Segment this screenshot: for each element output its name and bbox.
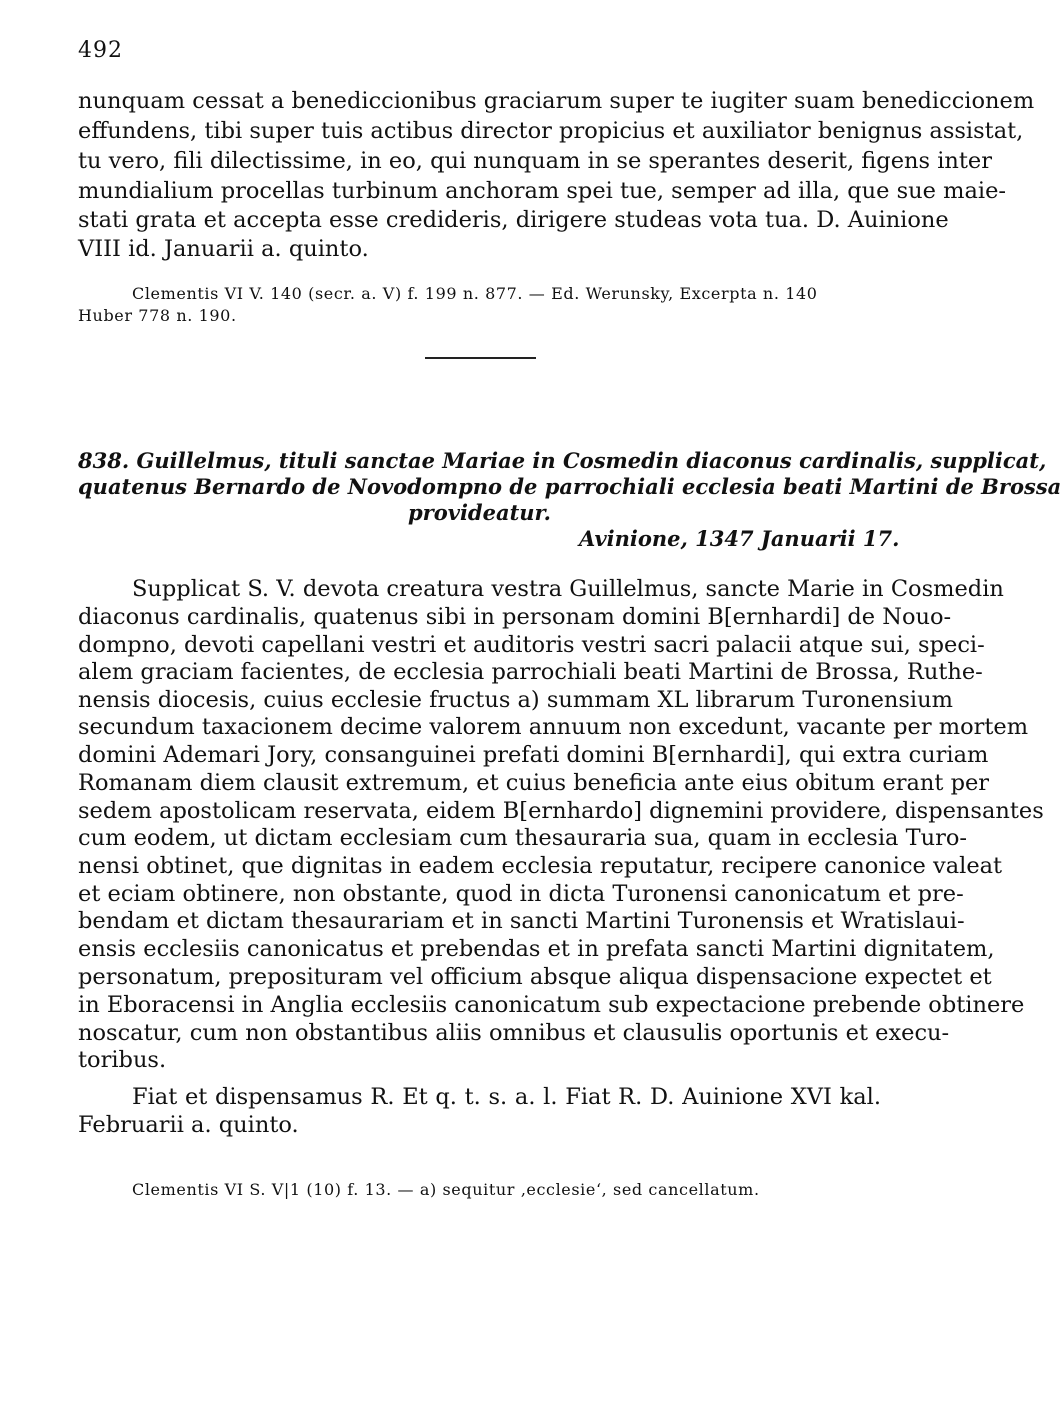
section-divider — [425, 357, 536, 359]
text-line: bendam et dictam thesaurariam et in sancti Martini Turonensis et Wratislaui- — [78, 908, 965, 934]
source-note: Huber 778 n. 190. — [78, 306, 237, 325]
text-line: personatum, preposituram vel officium absque aliqua dispensacione expectet et — [78, 964, 992, 990]
text-line: Supplicat S. V. devota creatura vestra Guillelmus, sancte Marie in Cosmedin — [132, 576, 1004, 602]
source-note: Clementis VI V. 140 (secr. a. V) f. 199 n. 877. — Ed. Werunsky, Excerpta n. 140 — [132, 284, 818, 303]
heading-line: quatenus Bernardo de Novodompno de parrochiali ecclesia beati Martini de Brossa — [78, 474, 1061, 499]
entry-date: Avinione, 1347 Januarii 17. — [579, 526, 900, 551]
text-line: mundialium procellas turbinum anchoram spei tue, semper ad illa, que sue maie- — [78, 178, 1006, 204]
text-line: Romanam diem clausit extremum, et cuius beneficia ante eius obitum erant per — [78, 770, 990, 796]
text-line: stati grata et accepta esse credideris, dirigere studeas vota tua. D. Auinione — [78, 207, 949, 233]
text-line: effundens, tibi super tuis actibus director propicius et auxiliator benignus assistat, — [78, 118, 1024, 144]
text-line: noscatur, cum non obstantibus aliis omnibus et clausulis oportunis et execu- — [78, 1020, 950, 1046]
text-line: nunquam cessat a benediccionibus graciarum super te iugiter suam benediccionem — [78, 88, 1035, 114]
text-line: diaconus cardinalis, quatenus sibi in personam domini B[ernhardi] de Nouo- — [78, 604, 952, 630]
page-number: 492 — [78, 38, 123, 63]
text-line: secundum taxacionem decime valorem annuum non excedunt, vacante per mortem — [78, 714, 1029, 740]
text-line: cum eodem, ut dictam ecclesiam cum thesauraria sua, quam in ecclesia Turo- — [78, 825, 968, 851]
text-line: tu vero, fili dilectissime, in eo, qui nunquam in se sperantes deserit, figens inter — [78, 148, 993, 174]
text-line: Februarii a. quinto. — [78, 1112, 299, 1138]
text-line: nensis diocesis, cuius ecclesie fructus a) summam XL librarum Turonensium — [78, 687, 953, 713]
text-line: sedem apostolicam reservata, eidem B[ernhardo] dignemini providere, dispensantes — [78, 798, 1044, 824]
text-line: et eciam obtinere, non obstante, quod in dicta Turonensi canonicatum et pre- — [78, 881, 964, 907]
text-line: toribus. — [78, 1047, 167, 1073]
text-line: alem graciam facientes, de ecclesia parrochiali beati Martini de Brossa, Ruthe- — [78, 659, 983, 685]
heading-line: 838. Guillelmus, tituli sanctae Mariae in Cosmedin diaconus cardinalis, supplicat, — [78, 448, 1047, 473]
text-line: VIII id. Januarii a. quinto. — [78, 236, 369, 262]
text-line: Fiat et dispensamus R. Et q. t. s. a. l. Fiat R. D. Auinione XVI kal. — [132, 1084, 881, 1110]
heading-line: provideatur. — [407, 500, 551, 525]
text-line: in Eboracensi in Anglia ecclesiis canonicatum sub expectacione prebende obtinere — [78, 992, 1025, 1018]
source-note: Clementis VI S. V|1 (10) f. 13. — a) sequitur ‚ecclesie‘, sed cancellatum. — [132, 1180, 760, 1199]
text-line: nensi obtinet, que dignitas in eadem ecclesia reputatur, recipere canonice valeat — [78, 853, 1003, 879]
text-line: domini Ademari Jory, consanguinei prefati domini B[ernhardi], qui extra curiam — [78, 742, 989, 768]
text-line: ensis ecclesiis canonicatus et prebendas et in prefata sancti Martini dignitatem, — [78, 936, 995, 962]
text-line: dompno, devoti capellani vestri et auditoris vestri sacri palacii atque sui, speci- — [78, 632, 985, 658]
